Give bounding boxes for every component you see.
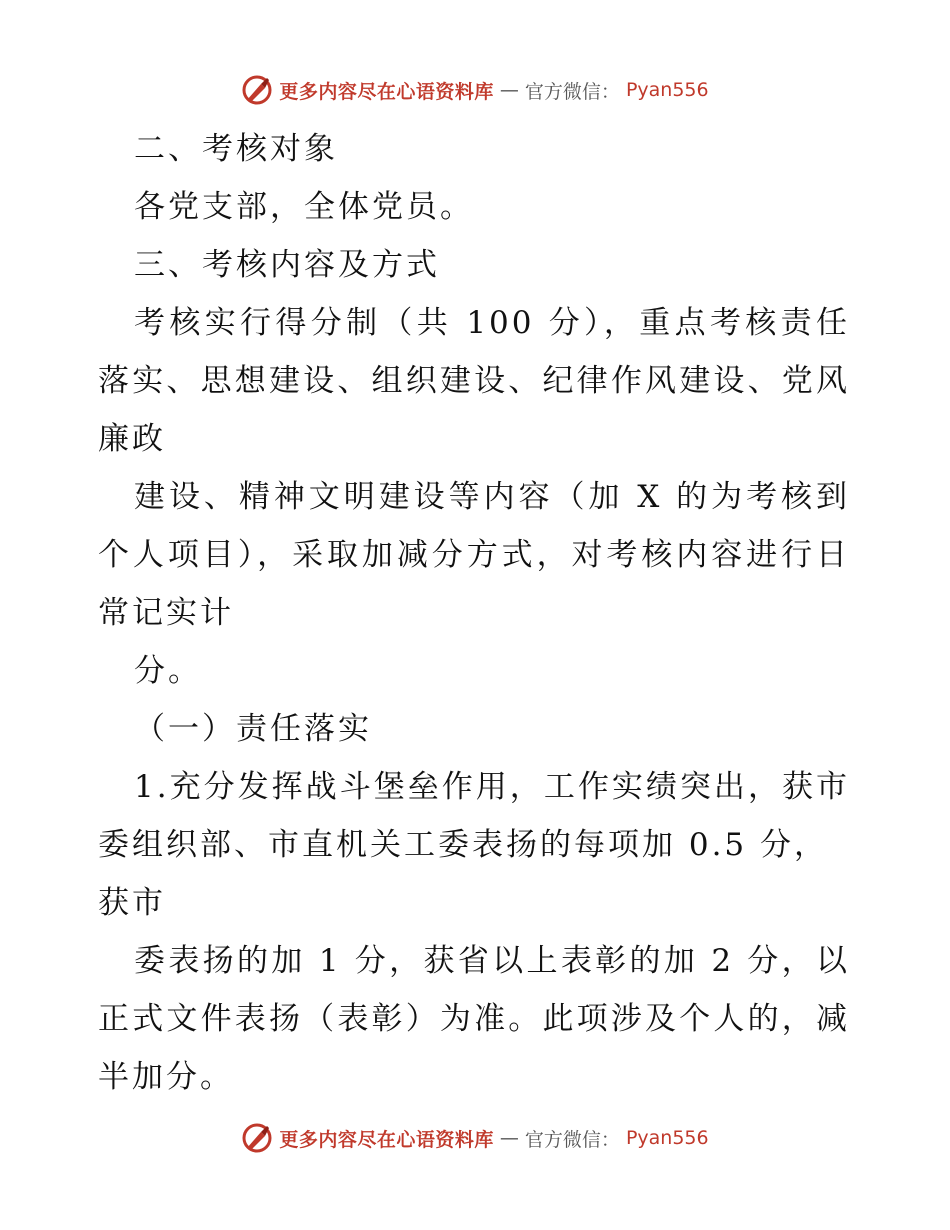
pen-logo-icon: [241, 74, 273, 106]
contact-label: 官方微信：: [524, 1128, 620, 1151]
banner-separator: —: [499, 1127, 519, 1149]
pen-logo-icon: [241, 1122, 273, 1154]
paragraph-line: 各党支部，全体党员。: [134, 189, 474, 225]
contact-id: Pyan556: [625, 1127, 709, 1149]
site-name-text: 更多内容尽在心语资料库: [279, 80, 494, 103]
section-heading: 二、考核对象: [134, 131, 338, 167]
contact-id: Pyan556: [625, 79, 709, 101]
paragraph-line: 1.充分发挥战斗堡垒作用，工作实绩突出，获市: [134, 769, 850, 805]
paragraph-line: 落实、思想建设、组织建设、纪律作风建设、党风: [98, 363, 850, 399]
document-body: [98, 120, 858, 1106]
paragraph-line: 获市: [98, 885, 166, 921]
paragraph-line: 常记实计: [98, 595, 234, 631]
paragraph-line: 建设、精神文明建设等内容（加 X 的为考核到: [134, 479, 850, 515]
site-name-text: 更多内容尽在心语资料库: [279, 1128, 494, 1151]
paragraph-line: 分。: [134, 653, 202, 689]
footer-banner: [0, 1118, 950, 1158]
paragraph-line: 正式文件表扬（表彰）为准。此项涉及个人的，减: [98, 1001, 850, 1037]
header-banner: [0, 70, 950, 110]
contact-label: 官方微信：: [524, 80, 620, 103]
paragraph-line: 委表扬的加 1 分，获省以上表彰的加 2 分，以: [134, 943, 850, 979]
paragraph-line: 半加分。: [98, 1059, 234, 1095]
section-heading: 三、考核内容及方式: [134, 247, 440, 283]
subsection-heading: （一）责任落实: [134, 711, 372, 747]
paragraph-line: 廉政: [98, 421, 166, 457]
paragraph-line: 个人项目），采取加减分方式，对考核内容进行日: [98, 537, 850, 573]
paragraph-line: 委组织部、市直机关工委表扬的每项加 0.5 分，: [98, 827, 829, 863]
banner-separator: —: [499, 79, 519, 101]
paragraph-line: 考核实行得分制（共 100 分），重点考核责任: [134, 305, 850, 341]
